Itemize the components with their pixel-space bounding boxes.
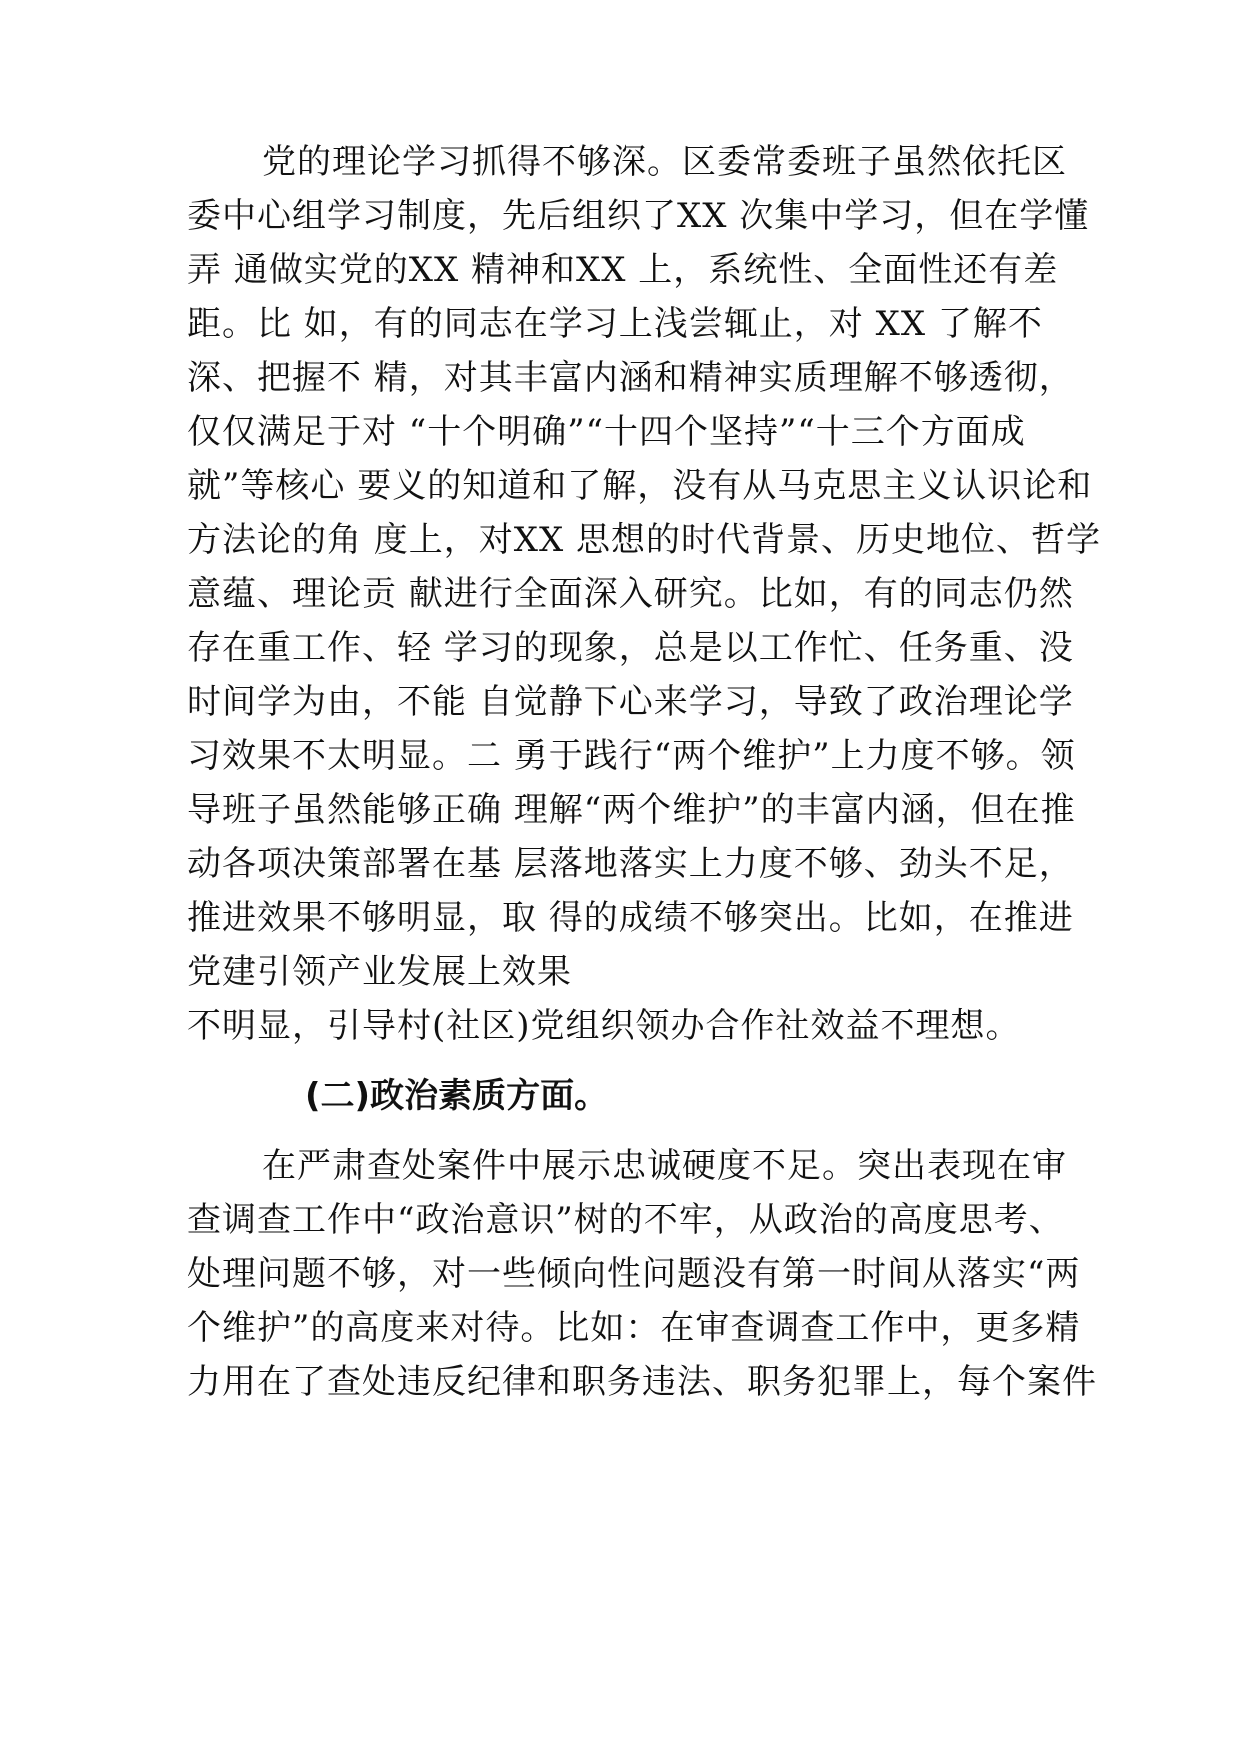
paragraph-line: 委中心组学习制度，先后组织了XX 次集中学习，但在学懂 <box>187 196 1090 236</box>
paragraph-line: 时间学为由，不能 自觉静下心来学习，导致了政治理论学 <box>187 682 1074 722</box>
section-heading: (二)政治素质方面。 <box>305 1076 609 1116</box>
paragraph-line: 党建引领产业发展上效果 <box>187 952 572 992</box>
paragraph-line: 意蕴、理论贡 献进行全面深入研究。比如，有的同志仍然 <box>187 574 1074 614</box>
paragraph-line: 推进效果不够明显，取 得的成绩不够突出。比如，在推进 <box>187 898 1074 938</box>
paragraph-line: 个维护”的高度来对待。比如：在审查调查工作中，更多精 <box>187 1308 1081 1348</box>
paragraph-line: 深、把握不 精，对其丰富内涵和精神实质理解不够透彻， <box>187 358 1074 398</box>
paragraph-line: 不明显，引导村(社区)党组织领办合作社效益不理想。 <box>187 1006 1021 1046</box>
paragraph-line: 在严肃查处案件中展示忠诚硬度不足。突出表现在审 <box>262 1146 1067 1186</box>
paragraph-line: 导班子虽然能够正确 理解“两个维护”的丰富内涵，但在推 <box>187 790 1076 830</box>
paragraph-line: 动各项决策部署在基 层落地落实上力度不够、劲头不足， <box>187 844 1074 884</box>
paragraph-line: 方法论的角 度上，对XX 思想的时代背景、历史地位、哲学 <box>187 520 1102 560</box>
paragraph-line: 就”等核心 要义的知道和了解，没有从马克思主义认识论和 <box>187 466 1093 506</box>
paragraph-line: 处理问题不够，对一些倾向性问题没有第一时间从落实“两 <box>187 1254 1081 1294</box>
paragraph-line: 力用在了查处违反纪律和职务违法、职务犯罪上，每个案件 <box>187 1362 1097 1402</box>
paragraph-line: 存在重工作、轻 学习的现象，总是以工作忙、任务重、没 <box>187 628 1074 668</box>
paragraph-line: 查调查工作中“政治意识”树的不牢，从政治的高度思考、 <box>187 1200 1064 1240</box>
paragraph-line: 弄 通做实党的XX 精神和XX 上，系统性、全面性还有差 <box>187 250 1059 290</box>
paragraph-line: 党的理论学习抓得不够深。区委常委班子虽然依托区 <box>262 142 1067 182</box>
paragraph-line: 仅仅满足于对 “十个明确”“十四个坚持”“十三个方面成 <box>187 412 1026 452</box>
paragraph-line: 距。比 如，有的同志在学习上浅尝辄止，对 XX 了解不 <box>187 304 1043 344</box>
paragraph-line: 习效果不太明显。二 勇于践行“两个维护”上力度不够。领 <box>187 736 1076 776</box>
